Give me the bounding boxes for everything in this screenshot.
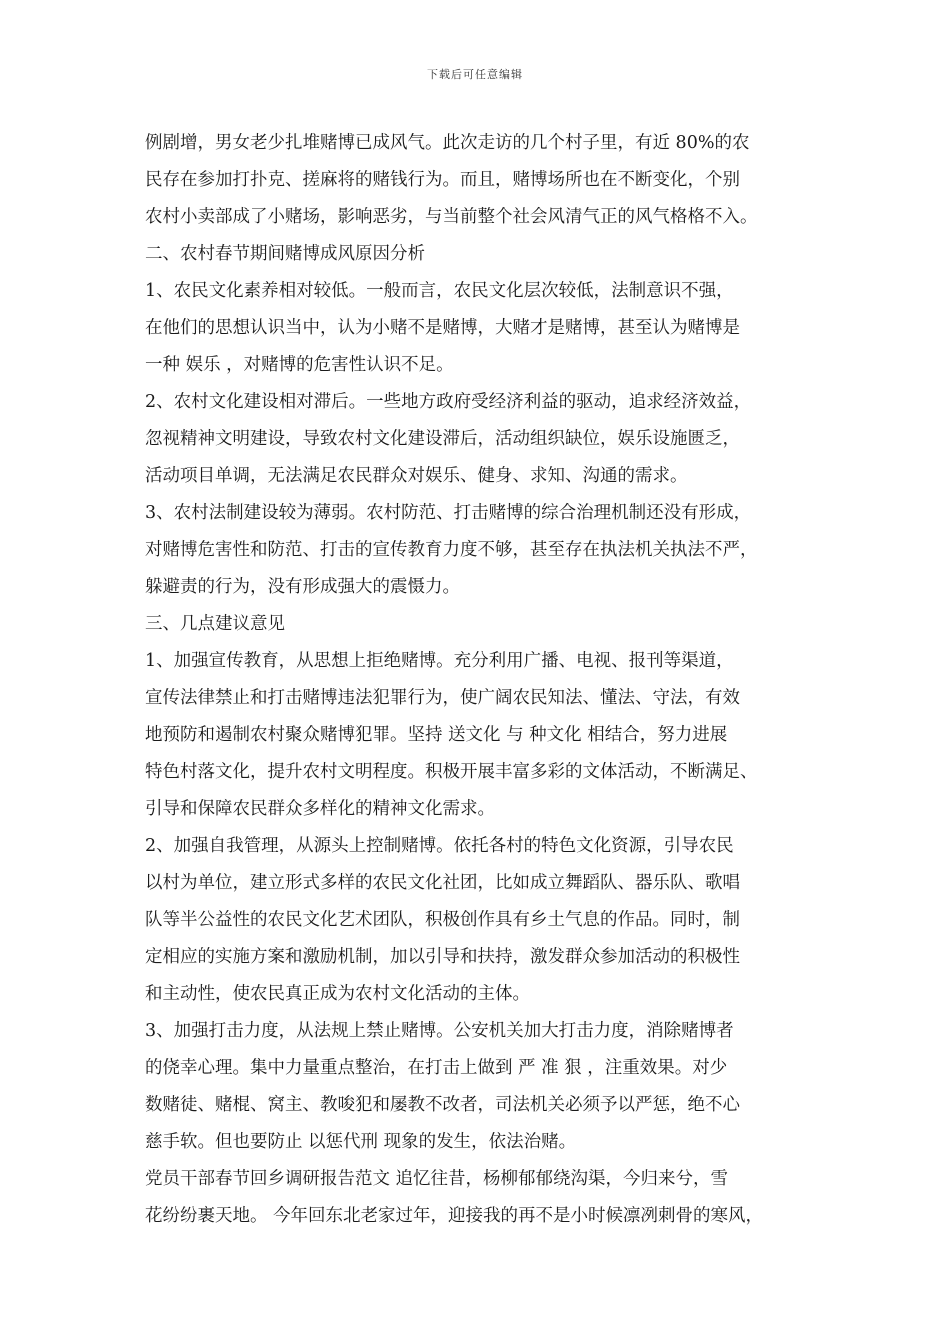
text-line: 定相应的实施方案和激励机制，加以引导和扶持，激发群众参加活动的积极性 (145, 947, 740, 967)
text-line: 慈手软。但也要防止 以惩代刑 现象的发生，依法治赌。 (145, 1132, 577, 1152)
section-heading: 二、农村春节期间赌博成风原因分析 (145, 244, 425, 264)
text-line: 1、加强宣传教育，从思想上拒绝赌博。充分利用广播、电视、报刊等渠道， (145, 651, 734, 671)
text-line: 2、加强自我管理，从源头上控制赌博。依托各村的特色文化资源，引导农民 (145, 836, 734, 856)
text-line: 的侥幸心理。集中力量重点整治，在打击上做到 严 准 狠 ，注重效果。对少 (145, 1058, 728, 1078)
text-line: 农村小卖部成了小赌场，影响恶劣，与当前整个社会风清气正的风气格格不入。 (145, 207, 758, 227)
text-line: 在他们的思想认识当中，认为小赌不是赌博，大赌才是赌博，甚至认为赌博是 (145, 318, 740, 338)
text-line: 花纷纷裹天地。 今年回东北老家过年，迎接我的再不是小时候凛冽刺骨的寒风， (145, 1206, 764, 1226)
text-line: 地预防和遏制农村聚众赌博犯罪。坚持 送文化 与 种文化 相结合，努力进展 (145, 725, 728, 745)
text-line: 民存在参加打扑克、搓麻将的赌钱行为。而且，赌博场所也在不断变化，个别 (145, 170, 740, 190)
document-body (145, 125, 825, 1235)
text-line: 特色村落文化，提升农村文明程度。积极开展丰富多彩的文体活动，不断满足、 (145, 762, 758, 782)
text-line: 队等半公益性的农民文化艺术团队，积极创作具有乡土气息的作品。同时，制 (145, 910, 740, 930)
text-line: 3、加强打击力度，从法规上禁止赌博。公安机关加大打击力度，消除赌博者 (145, 1021, 734, 1041)
text-line: 躲避责的行为，没有形成强大的震慑力。 (145, 577, 460, 597)
text-line: 和主动性，使农民真正成为农村文化活动的主体。 (145, 984, 530, 1004)
text-line: 1、农民文化素养相对较低。一般而言，农民文化层次较低，法制意识不强， (145, 281, 734, 301)
text-line: 活动项目单调，无法满足农民群众对娱乐、健身、求知、沟通的需求。 (145, 466, 688, 486)
text-line: 忽视精神文明建设，导致农村文化建设滞后，活动组织缺位，娱乐设施匮乏， (145, 429, 740, 449)
page-header: 下载后可任意编辑 (427, 68, 523, 81)
text-line: 数赌徒、赌棍、窝主、教唆犯和屡教不改者，司法机关必须予以严惩，绝不心 (145, 1095, 740, 1115)
text-line: 2、农村文化建设相对滞后。一些地方政府受经济利益的驱动，追求经济效益， (145, 392, 752, 412)
text-line: 宣传法律禁止和打击赌博违法犯罪行为，使广阔农民知法、懂法、守法，有效 (145, 688, 740, 708)
text-line: 3、农村法制建设较为薄弱。农村防范、打击赌博的综合治理机制还没有形成， (145, 503, 752, 523)
text-line: 对赌博危害性和防范、打击的宣传教育力度不够，甚至存在执法机关执法不严， (145, 540, 758, 560)
text-line: 一种 娱乐 ，对赌博的危害性认识不足。 (145, 355, 454, 375)
text-line: 引导和保障农民群众多样化的精神文化需求。 (145, 799, 495, 819)
text-line: 例剧增，男女老少扎堆赌博已成风气。此次走访的几个村子里，有近 80%的农 (145, 133, 750, 153)
text-line: 以村为单位，建立形式多样的农民文化社团，比如成立舞蹈队、器乐队、歌唱 (145, 873, 740, 893)
section-heading: 三、几点建议意见 (145, 614, 285, 634)
text-line: 党员干部春节回乡调研报告范文 追忆往昔，杨柳郁郁绕沟渠，今归来兮，雪 (145, 1169, 729, 1189)
